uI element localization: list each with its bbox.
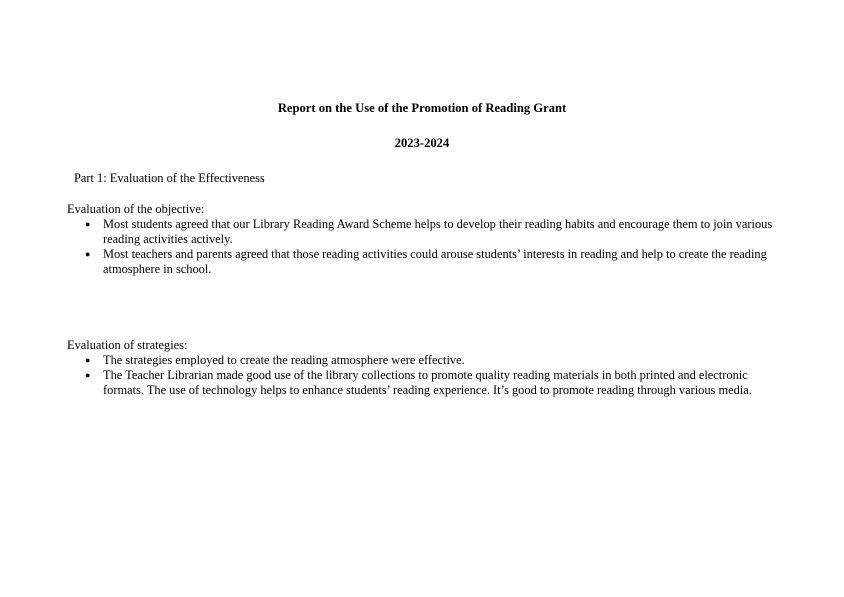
bullet-icon: ●	[85, 249, 91, 259]
strategies-heading: Evaluation of strategies:	[67, 338, 188, 352]
part-heading: Part 1: Evaluation of the Effectiveness	[74, 171, 265, 185]
strategies-list	[67, 353, 777, 398]
report-year: 2023-2024	[394, 136, 450, 150]
list-item	[67, 353, 777, 368]
list-item-text: The strategies employed to create the reading atmosphere were effective.	[103, 353, 465, 367]
objective-section	[67, 202, 777, 277]
list-item	[67, 368, 777, 398]
objective-list	[67, 217, 777, 277]
list-item	[67, 247, 777, 277]
list-item	[67, 217, 777, 247]
list-item-text: Most students agreed that our Library Reading Award Scheme helps to develop their reading habits and encourage them to join various reading activities actively.	[103, 217, 773, 246]
strategies-section	[67, 338, 777, 398]
list-item-text: Most teachers and parents agreed that those reading activities could arouse students’ interests in reading and help to create the reading atmosphere in school.	[103, 247, 767, 276]
report-title: Report on the Use of the Promotion of Reading Grant	[277, 101, 567, 115]
bullet-icon: ●	[85, 219, 91, 229]
list-item-text: The Teacher Librarian made good use of the library collections to promote quality reading materials in both printed and electronic formats. The use of technology helps to enhance students’ reading experience. It’s good to promote reading through various media.	[103, 368, 752, 397]
objective-heading: Evaluation of the objective:	[67, 202, 205, 216]
bullet-icon: ●	[85, 370, 91, 380]
bullet-icon: ●	[85, 355, 91, 365]
